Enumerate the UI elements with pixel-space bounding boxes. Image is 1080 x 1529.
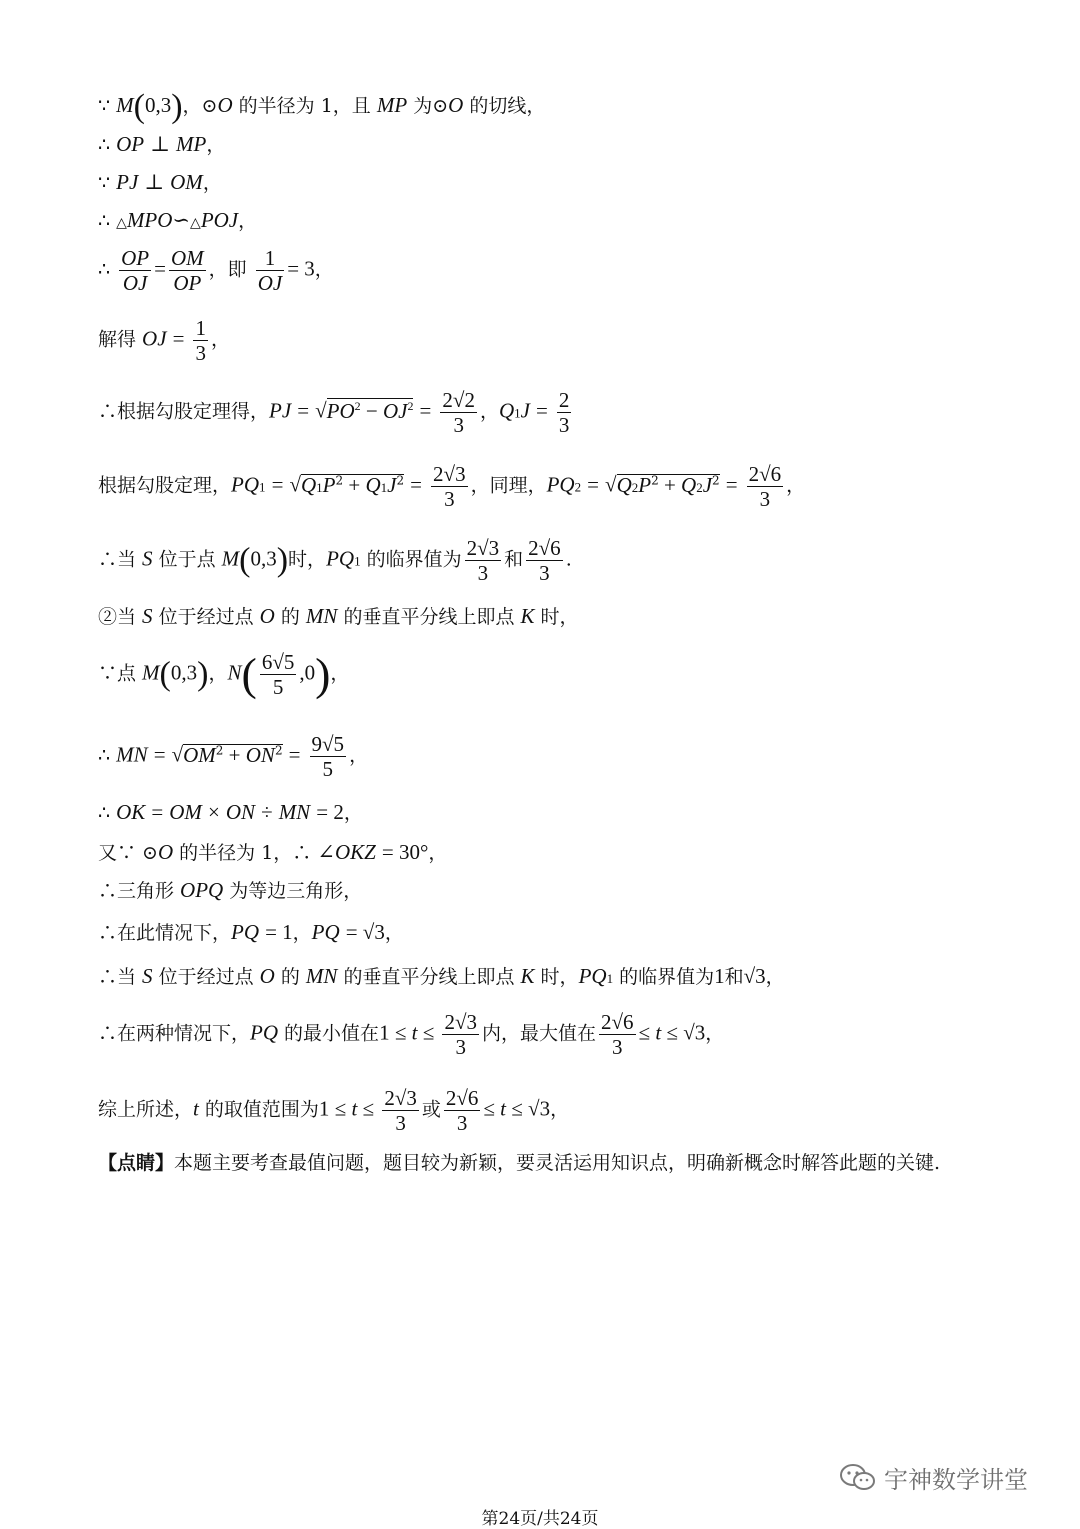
line-20-note: 【点睛】本题主要考查最值问题，题目较为新颖，要灵活运用知识点，明确新概念时解答此题的关键. — [98, 1152, 941, 1174]
line-7: ∴根据勾股定理得，PJ = $√PO^2 - OJ^2$ = $\frac{2√2}{3}$ ，Q1J = $\frac{2}{3}$ — [98, 388, 570, 438]
line-3: ∵ PJ ⊥ OM， — [98, 170, 222, 194]
line-17: ∴当 S 位于经过点 O 的 MN 的垂直平分线上即点 K 时，PQ1 的临界值为1和√3， — [98, 964, 785, 988]
line-11: ∵点 M(0,3)，N( $\frac{6√5}{5}$ ,0)， — [98, 648, 350, 700]
fraction: $\frac{2√3}{3}$ — [466, 536, 500, 586]
line-14: 又∵ ⊙O 的半径为 1，∴ ∠OKZ = 30°， — [98, 840, 448, 864]
fraction: $\frac{2}{3}$ — [558, 388, 570, 438]
fraction: $\frac{2√3}{3}$ — [444, 1010, 477, 1060]
line-10: ②当 S 位于经过点 O 的 MN 的垂直平分线上即点 K 时， — [98, 604, 579, 628]
fraction: $\frac{2√2}{3}$ — [442, 388, 475, 438]
line-1: ∵ M(0,3)，⊙O 的半径为 1，且 MP 为⊙O 的切线， — [98, 88, 546, 125]
line-6: 解得 OJ = $\frac{1}{3}$ ， — [98, 316, 230, 366]
line-15: ∴三角形 OPQ 为等边三角形， — [98, 878, 363, 902]
line-13: ∴ OK = OM × ON ÷ MN = 2， — [98, 800, 363, 824]
fraction: $\frac{2√6}{3}$ — [445, 1086, 479, 1136]
fraction: $\frac{2√6}{3}$ — [528, 536, 561, 586]
line-12: ∴ MN = $√OM^2 + ON^2$ = $\frac{9√5}{5}$ ， — [98, 732, 369, 782]
fraction: $\frac{9√5}{5}$ — [311, 732, 345, 782]
fraction: $\frac{2√3}{3}$ — [384, 1086, 417, 1136]
watermark-text: 宇神数学讲堂 — [884, 1466, 1028, 1494]
line-4: ∴ △MPO∽△POJ， — [98, 208, 258, 232]
line-8: 根据勾股定理，$PQ1 = √Q1P^2 + Q1J^2$ = $\frac{2√3}{3}$ ，同理，$PQ2 = √Q2P^2 + Q2J^2$ = $\frac{2√6}{3}$ ， — [98, 462, 806, 512]
line-16: ∴在此情况下，PQ = 1，PQ = √3， — [98, 920, 404, 944]
wechat-icon — [838, 1462, 878, 1500]
line-18: ∴在两种情况下，PQ 的最小值在1 ≤ t ≤ $\frac{2√3}{3}$ 内，最大值在 $\frac{2√6}{3}$ ≤ t ≤ √3， — [98, 1010, 725, 1060]
fraction: $\frac{2√3}{3}$ — [433, 462, 466, 512]
line-5: ∴ $\frac{OP}{OJ}$ = $\frac{OM}{OP}$ ，即 $\frac{1}{OJ}$ = 3， — [98, 246, 334, 296]
fraction: $\frac{OP}{OJ}$ — [121, 246, 150, 296]
fraction: $\frac{OM}{OP}$ — [170, 246, 204, 296]
line-2: ∴ OP ⊥ MP， — [98, 132, 226, 156]
fraction: $\frac{2√6}{3}$ — [601, 1010, 634, 1060]
watermark — [838, 1460, 1028, 1500]
fraction: $\frac{6√5}{5}$ — [261, 650, 295, 700]
fraction: $\frac{1}{OJ}$ — [257, 246, 283, 296]
page-footer: 第24页/共24页 — [481, 1509, 599, 1529]
line-19: 综上所述，t 的取值范围为1 ≤ t ≤ $\frac{2√3}{3}$ 或 $\frac{2√6}{3}$ ≤ t ≤ √3， — [98, 1086, 570, 1136]
fraction: $\frac{1}{3}$ — [195, 316, 206, 366]
fraction: $\frac{2√6}{3}$ — [748, 462, 782, 512]
line-9: ∴当 S 位于点 M(0,3)时，PQ1 的临界值为 $\frac{2√3}{3}$ 和 $\frac{2√6}{3}$ . — [98, 536, 572, 586]
